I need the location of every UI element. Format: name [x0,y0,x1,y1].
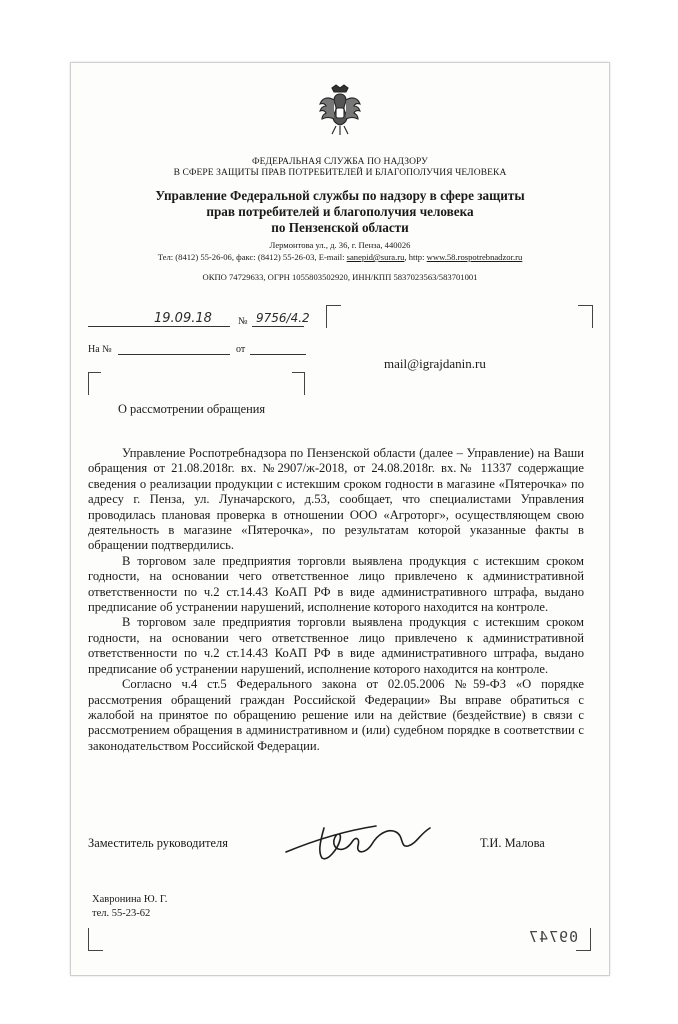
reply-to-date-line [250,354,306,355]
registration-stamp-number: 09747 [528,928,579,946]
subject-bracket-left [88,372,101,395]
subject-bracket-right [292,372,305,395]
date-underline [88,326,230,327]
department-contacts [90,252,590,263]
letter-subject: О рассмотрении обращения [118,402,266,416]
agency-name-line-2: В СФЕРЕ ЗАЩИТЫ ПРАВ ПОТРЕБИТЕЛЕЙ И БЛАГОПОЛУЧИЯ ЧЕЛОВЕКА [173,168,507,178]
department-name-line-1: Управление Федеральной службы по надзору в сфере защиты [155,188,525,203]
recipient-bracket-top-left [326,305,341,328]
number-underline [252,326,304,327]
department-name-line-3: по Пензенской области [271,220,409,235]
paragraph-1: Управление Роспотребнадзора по Пензенской области (далее – Управление) на Ваши обращения от 21.08.2018г. вх. №2907/ж-2018, от 24.08.2018г. вх.№ 11337 содержащие сведения о реализации продукции с истекшим сроком годности в магазине «Пятерочка» по адресу г. Пенза, ул. Луначарского, д.53, сообщает, что специалистами Управления проводилась плановая проверка в отношении ООО «Агроторг», осуществляющем свою деятельность в магазине «Пятерочка», по результатам которой указанные факты в обращении подтвердились. [88,446,584,553]
outgoing-number: 9756/4.2 [256,311,310,325]
contacts-prefix: Тел: (8412) 55-26-06, факс: (8412) 55-26-03, E-mail: [157,252,345,262]
http-label: , http: [404,252,425,262]
recipient-bracket-top-right [578,305,593,328]
paragraph-4: Согласно ч.4 ст.5 Федерального закона от 02.05.2006 №59-ФЗ «О порядке рассмотрения обращений граждан Российской Федерации» Вы вправе обратиться с жалобой на принятое по обращению решение или на действие (бездействие) в связи с рассмотрением обращения в административном и (или) судебном порядке в соответствии с законодательством Российской Федерации. [88,677,584,753]
number-label: № [238,316,248,327]
department-address: Лермонтова ул., д. 36, г. Пенза, 440026 [269,240,411,250]
footer-bracket-left [88,928,103,951]
paragraph-2: В торговом зале предприятия торговли выявлена продукция с истекшим сроком годности, на основании чего ответственное лицо привлечено к административной ответственности по ч.2 ст.14.43 КоАП РФ в виде административного штрафа, выдано предписание об устранении нарушений, исполнение которого находится на контроле. [88,553,584,615]
footer-bracket-right [576,928,591,951]
registration-codes: ОКПО 74729633, ОГРН 1055803502920, ИНН/КПП 5837023563/583701001 [202,272,478,282]
handwritten-signature-icon [280,808,450,866]
agency-name-line-1: ФЕДЕРАЛЬНАЯ СЛУЖБА ПО НАДЗОРУ [251,157,429,167]
email-link[interactable]: sanepid@sura.ru [346,252,405,262]
executor-name: Хавронина Ю. Г. [92,894,168,905]
letter-body [88,446,584,754]
department-name-line-2: прав потребителей и благополучия человека [206,204,474,219]
signatory-name: Т.И. Малова [480,836,545,850]
executor-phone: тел. 55-23-62 [92,908,151,919]
reply-to-number-label: На № [88,344,112,355]
reply-to-date-label: от [236,344,246,355]
signatory-position: Заместитель руководителя [88,836,228,850]
paragraph-3: В торговом зале предприятия торговли выявлена продукция с истекшим сроком годности, на основании чего ответственное лицо привлечено к административной ответственности по ч.2 ст.14.43 КоАП РФ в виде административного штрафа, выдано предписание об устранении нарушений, исполнение которого находится на контроле. [88,615,584,676]
website-link[interactable]: www.58.rospotrebnadzor.ru [426,252,523,262]
reply-to-number-line [118,354,230,355]
recipient-email: mail@igrajdanin.ru [384,356,486,371]
russian-eagle-emblem-icon [318,82,362,138]
outgoing-date: 19.09.18 [154,311,212,326]
